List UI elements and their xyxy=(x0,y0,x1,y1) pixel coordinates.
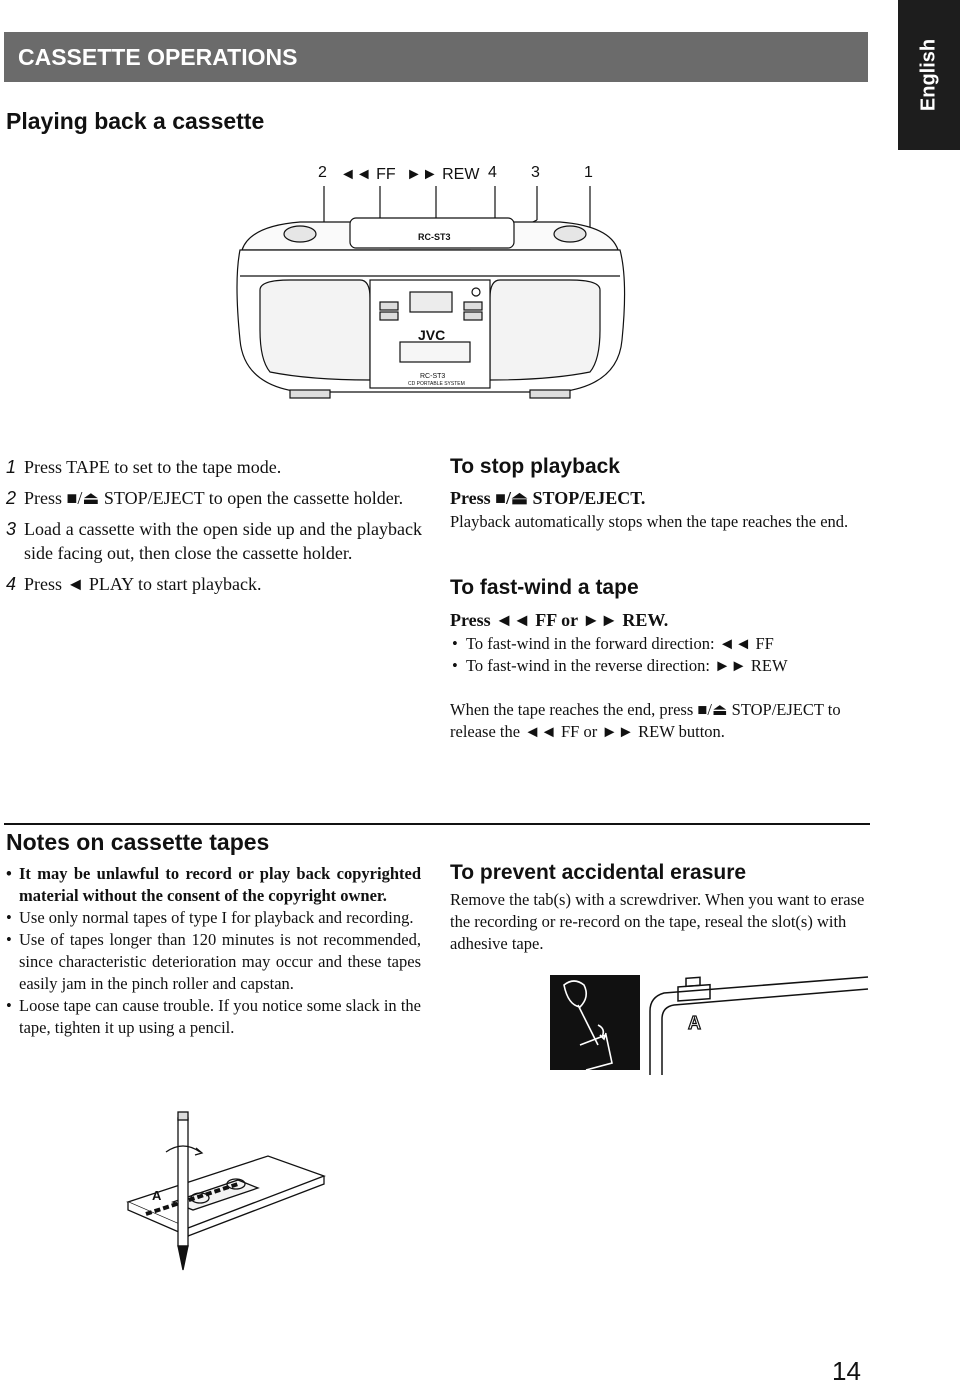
callout-3: 3 xyxy=(531,164,540,181)
stop-heading: To stop playback xyxy=(450,455,620,478)
step-text: Press TAPE to set to the tape mode. xyxy=(24,457,282,477)
playback-steps xyxy=(6,455,422,603)
step-item xyxy=(6,455,422,479)
language-label: English xyxy=(917,38,940,112)
step-text: Press ■/⏏ STOP/EJECT to open the cassette holder. xyxy=(24,488,404,508)
stop-note: Playback automatically stops when the tape reaches the end. xyxy=(450,512,849,531)
page-number: 14 xyxy=(832,1356,861,1386)
note-item: • Use only normal tapes of type I for playback and recording. xyxy=(6,907,421,929)
cassette-tab-illustration xyxy=(648,975,870,1075)
cassette-side-label: A xyxy=(152,1188,162,1203)
step-text: Load a cassette with the open side up and the playback side facing out, then close the cassette holder. xyxy=(24,519,422,563)
section-header: CASSETTE OPERATIONS xyxy=(4,32,868,82)
callout-2: 2 xyxy=(318,164,327,181)
boombox-illustration xyxy=(230,180,630,410)
erasure-heading: To prevent accidental erasure xyxy=(450,861,747,884)
note-item: • Loose tape can cause trouble. If you notice some slack in the tape, tighten it up using a pencil. xyxy=(6,995,421,1039)
page-title: Playing back a cassette xyxy=(6,108,265,134)
fastwind-item: • To fast-wind in the forward direction: ◄◄ FF xyxy=(450,633,870,655)
section-divider xyxy=(4,823,870,825)
callout-ff: ◄◄ FF xyxy=(340,166,396,183)
step-item xyxy=(6,572,422,596)
step-item xyxy=(6,517,422,565)
fastwind-heading: To fast-wind a tape xyxy=(450,576,639,599)
model-sub-label: CD PORTABLE SYSTEM xyxy=(408,381,465,387)
top-model-label: RC-ST3 xyxy=(418,232,451,242)
step-number: 4 xyxy=(6,574,17,594)
step-number: 2 xyxy=(6,488,17,508)
step-item xyxy=(6,486,422,510)
stop-instruction: Press ■/⏏ STOP/EJECT. xyxy=(450,488,646,508)
note-item: • Use of tapes longer than 120 minutes is not recommended, since characteristic deterioration may occur and these tapes easily jam in the pinch roller and capstan. xyxy=(6,929,421,995)
callout-rew: ►► REW xyxy=(406,166,480,183)
erasure-text: Remove the tab(s) with a screwdriver. When you want to erase the recording or re-record on the tape, reseal the slot(s) with adhesive tape. xyxy=(450,890,865,953)
callout-1: 1 xyxy=(584,164,593,181)
notes-heading: Notes on cassette tapes xyxy=(6,829,270,855)
pencil-cassette-illustration xyxy=(118,1110,328,1275)
brand-logo: JVC xyxy=(418,327,446,343)
language-tab xyxy=(898,0,960,150)
callout-4: 4 xyxy=(488,164,497,181)
step-number: 1 xyxy=(6,457,17,477)
fastwind-item: • To fast-wind in the reverse direction: ►► REW xyxy=(450,655,870,677)
step-text: Press ◄ PLAY to start playback. xyxy=(24,574,262,594)
release-note: When the tape reaches the end, press ■/⏏ STOP/EJECT to release the ◄◄ FF or ►► REW button. xyxy=(450,700,841,741)
model-label: RC-ST3 xyxy=(420,373,446,380)
fastwind-list xyxy=(450,633,870,677)
screwdriver-tab-illustration xyxy=(550,975,640,1070)
tab-side-label: A xyxy=(688,1013,701,1033)
fastwind-instruction: Press ◄◄ FF or ►► REW. xyxy=(450,610,669,630)
notes-list xyxy=(6,863,421,1039)
note-item: • It may be unlawful to record or play back copyrighted material without the consent of the copyright owner. xyxy=(6,863,421,907)
step-number: 3 xyxy=(6,519,17,539)
